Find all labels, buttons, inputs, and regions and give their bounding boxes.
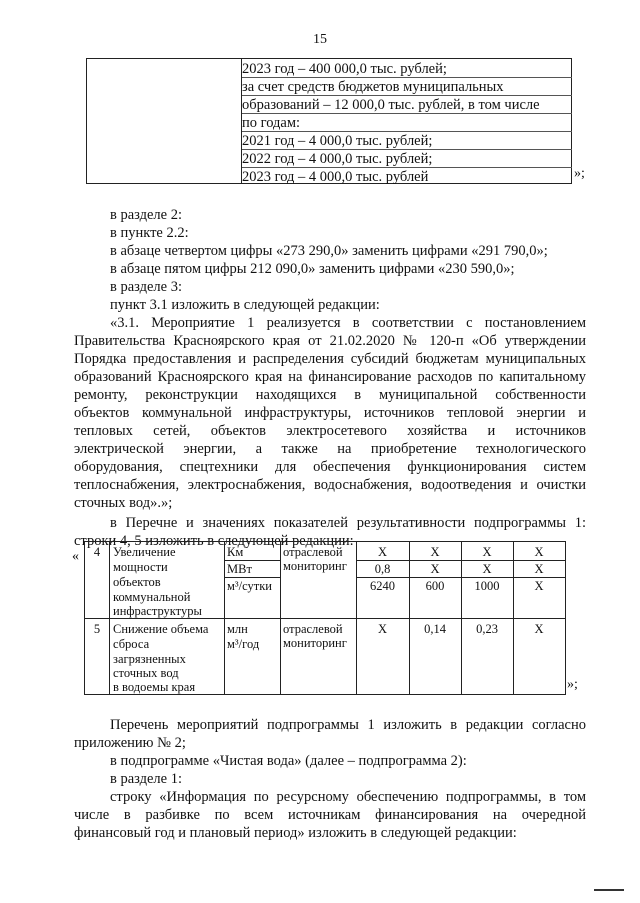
text-line: в абзаце пятом цифры 212 090,0» заменить цифрами «230 590,0»; bbox=[110, 261, 515, 277]
indicators-table bbox=[84, 541, 566, 695]
funding-lines bbox=[242, 60, 572, 185]
close-quote: »; bbox=[567, 677, 578, 692]
value-cell: 1000 bbox=[474, 579, 500, 593]
text-line: приложению № 2; bbox=[74, 735, 186, 751]
para31-line: образований Красноярского края на финансирование расходов по капитальному bbox=[74, 369, 586, 385]
unit: МВт bbox=[227, 562, 252, 576]
indicator-name: в водоемы края bbox=[113, 680, 196, 694]
table-closing-quote: »; bbox=[574, 166, 585, 181]
funding-line: 2022 год – 4 000,0 тыс. рублей; bbox=[242, 150, 572, 168]
margin-mark bbox=[594, 889, 624, 891]
para31-line: оборудования, спецтехники для обеспечения функционирования систем bbox=[74, 459, 586, 475]
value-cell: Х bbox=[482, 545, 492, 559]
row-line bbox=[224, 577, 280, 578]
data-source: отраслевой мониторинг bbox=[283, 545, 347, 573]
row-number: 5 bbox=[93, 622, 101, 636]
value-cell: 600 bbox=[425, 579, 445, 593]
text-line: в разделе 2: bbox=[110, 207, 183, 223]
unit: Км bbox=[227, 545, 244, 559]
value-cell: Х bbox=[377, 545, 388, 559]
value-cell: Х bbox=[430, 545, 440, 559]
value-cell: 0,14 bbox=[424, 622, 446, 636]
para31-line: тепловых сетей, объектов электросетевого хозяйства и источников bbox=[74, 423, 586, 439]
text-line: в разделе 3: bbox=[110, 279, 183, 295]
para31-line: объектов коммунальной инфраструктуры, источников тепловой энергии и bbox=[74, 405, 586, 421]
unit: м³/сутки bbox=[227, 579, 272, 593]
para31-line: теплоснабжения, электроснабжения, водоснабжения, водоотведения и очистки bbox=[74, 477, 586, 493]
funding-line: по годам: bbox=[242, 114, 572, 132]
text-line: строки 4, 5 изложить в следующей редакции: bbox=[74, 533, 354, 549]
value-cell: 6240 bbox=[370, 579, 395, 593]
value-cell: Х bbox=[482, 562, 492, 576]
value-cell: 0,23 bbox=[476, 622, 498, 636]
text-line: финансовый год и плановый период» изложить в следующей редакции: bbox=[74, 825, 517, 841]
indicator-name: коммунальной bbox=[113, 590, 191, 604]
text-line: пункт 3.1 изложить в следующей редакции: bbox=[110, 297, 380, 313]
text-line: в пункте 2.2: bbox=[110, 225, 189, 241]
indicator-name: объектов bbox=[113, 575, 161, 589]
open-quote: « bbox=[72, 549, 79, 564]
funding-line: 2023 год – 400 000,0 тыс. рублей; bbox=[242, 60, 572, 78]
indicator-name: Снижение объема bbox=[113, 622, 209, 636]
funding-line: образований – 12 000,0 тыс. рублей, в том числе bbox=[242, 96, 572, 114]
text-line: в Перечне и значениях показателей результативности подпрограммы 1: bbox=[110, 515, 586, 531]
unit: млн bbox=[227, 622, 248, 636]
row-number: 4 bbox=[93, 545, 101, 559]
indicator-name: Увеличение bbox=[113, 545, 176, 559]
value-cell: Х bbox=[377, 622, 388, 636]
text-line: строку «Информация по ресурсному обеспечению подпрограммы, в том bbox=[110, 789, 586, 805]
unit: м³/год bbox=[227, 637, 260, 651]
funding-line: за счет средств бюджетов муниципальных bbox=[242, 78, 572, 96]
para31-line: Порядка предоставления и распределения субсидий бюджетам муниципальных bbox=[74, 351, 586, 367]
indicator-name: сточных вод bbox=[113, 666, 179, 680]
indicator-name: мощности bbox=[113, 560, 168, 574]
funding-line: 2021 год – 4 000,0 тыс. рублей; bbox=[242, 132, 572, 150]
value-cell: Х bbox=[430, 562, 440, 576]
value-cell: Х bbox=[534, 579, 544, 593]
text-line: в подпрограмме «Чистая вода» (далее – подпрограмма 2): bbox=[110, 753, 467, 769]
value-cell: Х bbox=[534, 622, 544, 636]
text-line: числе в разбивке по всем источникам финансирования на очередной bbox=[74, 807, 586, 823]
page-number: 15 bbox=[313, 32, 327, 47]
para31-line: сточных вод».»; bbox=[74, 495, 173, 511]
row-line bbox=[224, 560, 280, 561]
text-line: в разделе 1: bbox=[110, 771, 183, 787]
row-line bbox=[356, 560, 565, 561]
funding-line: 2023 год – 4 000,0 тыс. рублей bbox=[242, 169, 429, 185]
indicator-name: загрязненных bbox=[113, 652, 186, 666]
row-line bbox=[356, 577, 565, 578]
para31-line: Правительства Красноярского края от 21.02.2020 № 120-п «Об утверждении bbox=[74, 333, 586, 349]
para31-line: «3.1. Мероприятие 1 реализуется в соответствии с постановлением bbox=[110, 315, 586, 331]
para31-line: электрической энергии, а также на приобретение технологического bbox=[74, 441, 586, 457]
value-cell: Х bbox=[534, 545, 544, 559]
text-line: в абзаце четвертом цифры «273 290,0» заменить цифрами «291 790,0»; bbox=[110, 243, 548, 259]
para31-line: ремонту, реконструкции находящихся в муниципальной собственности bbox=[74, 387, 586, 403]
indicator-name: инфраструктуры bbox=[113, 604, 202, 618]
data-source: отраслевой мониторинг bbox=[283, 622, 347, 650]
value-cell: 0,8 bbox=[374, 562, 391, 576]
row-line bbox=[85, 618, 565, 619]
text-line: Перечень мероприятий подпрограммы 1 изложить в редакции согласно bbox=[110, 717, 586, 733]
value-cell: Х bbox=[534, 562, 544, 576]
indicator-name: сброса bbox=[113, 637, 150, 651]
